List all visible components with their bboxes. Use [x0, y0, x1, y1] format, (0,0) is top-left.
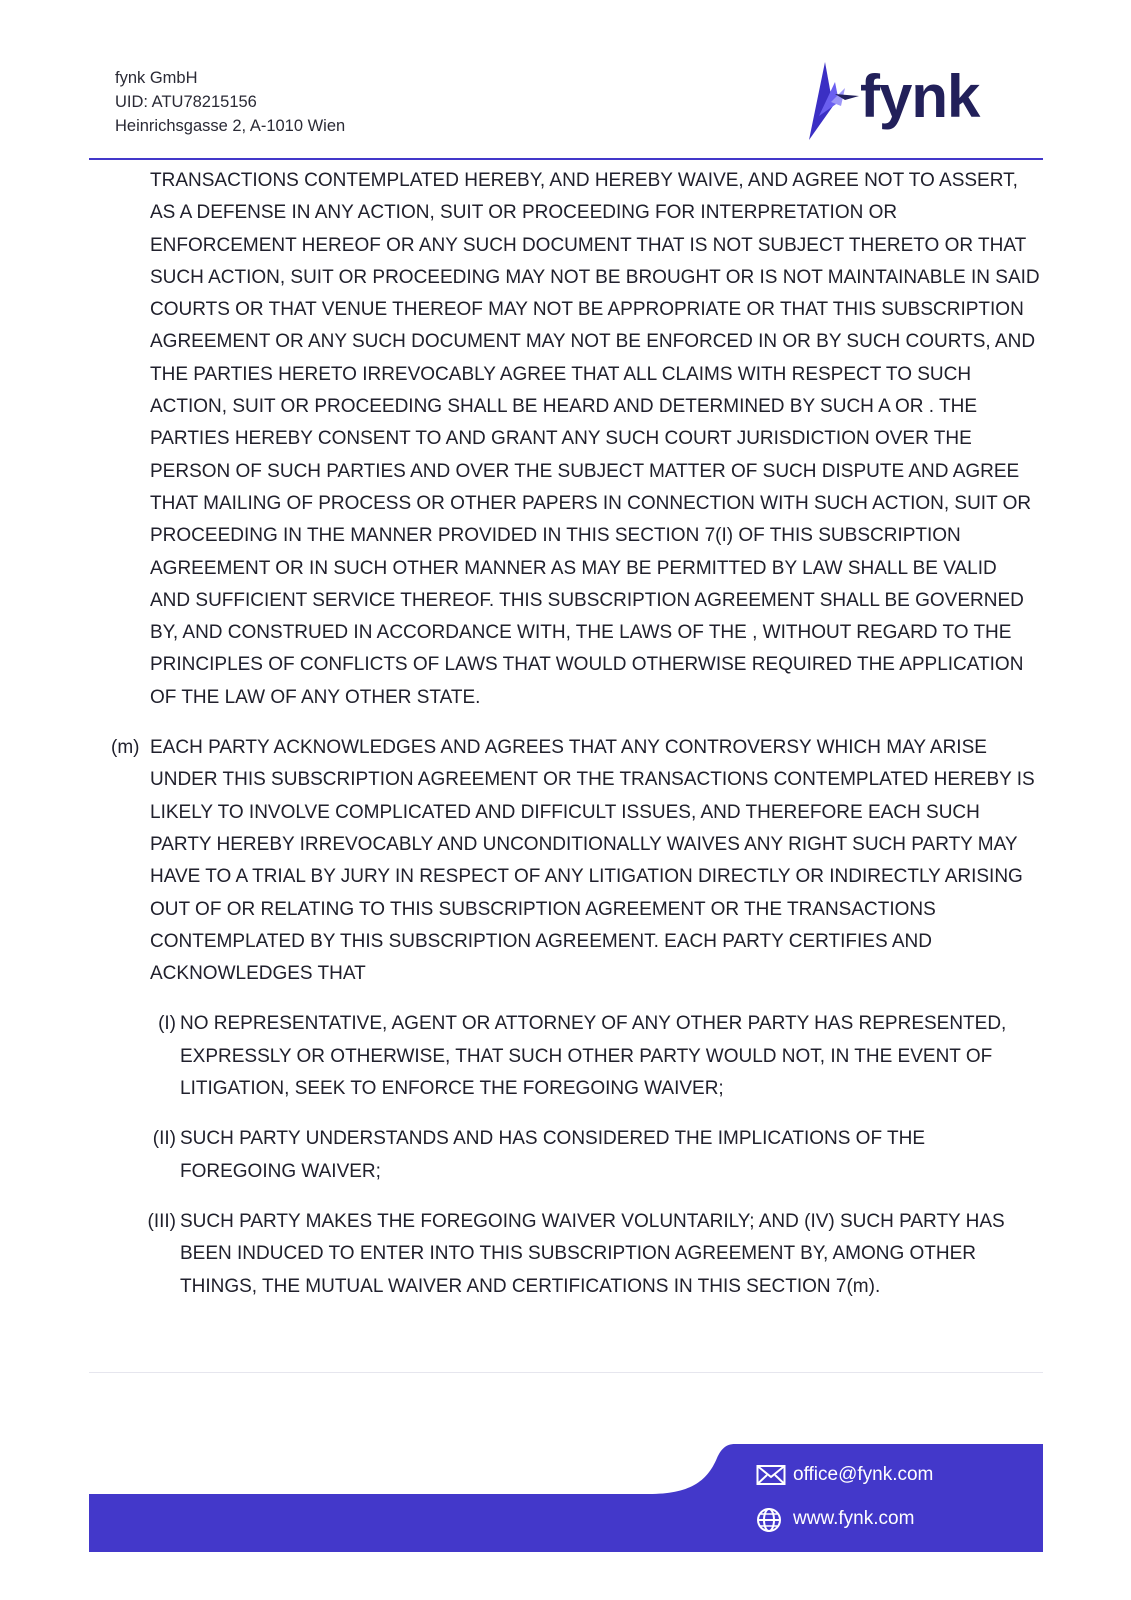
company-uid: UID: ATU78215156	[115, 93, 257, 111]
fynk-bird-logo-icon	[805, 60, 865, 142]
sub-clause-text: SUCH PARTY MAKES THE FOREGOING WAIVER VOLUNTARILY; AND (IV) SUCH PARTY HAS BEEN INDUCED TO ENTER INTO THIS SUBSCRIPTION AGREEMENT BY, AMONG OTHER THINGS, THE MUTUAL WAIVER AND CERTIFICATIONS IN THIS SECTION 7(m).	[180, 1210, 1005, 1297]
clause-m	[0, 732, 1131, 990]
fynk-logo	[805, 60, 1005, 142]
sub-clause-ii	[0, 1123, 1131, 1188]
continued-paragraph: TRANSACTIONS CONTEMPLATED HEREBY, AND HEREBY WAIVE, AND AGREE NOT TO ASSERT, AS A DEFENSE IN ANY ACTION, SUIT OR PROCEEDING FOR INTERPRETATION OR ENFORCEMENT HEREOF OR ANY SUCH DOCUMENT THAT IS NOT SUBJECT THERETO OR THAT SUCH ACTION, SUIT OR PROCEEDING MAY NOT BE BROUGHT OR IS NOT MAINTAINABLE IN SAID COURTS OR THAT VENUE THEREOF MAY NOT BE APPROPRIATE OR THAT THIS SUBSCRIPTION AGREEMENT OR ANY SUCH DOCUMENT MAY NOT BE ENFORCED IN OR BY SUCH COURTS, AND THE PARTIES HERETO IRREVOCABLY AGREE THAT ALL CLAIMS WITH RESPECT TO SUCH ACTION, SUIT OR PROCEEDING SHALL BE HEARD AND DETERMINED BY SUCH A OR . THE PARTIES HEREBY CONSENT TO AND GRANT ANY SUCH COURT JURISDICTION OVER THE PERSON OF SUCH PARTIES AND OVER THE SUBJECT MATTER OF SUCH DISPUTE AND AGREE THAT MAILING OF PROCESS OR OTHER PAPERS IN CONNECTION WITH SUCH ACTION, SUIT OR PROCEEDING IN THE MANNER PROVIDED IN THIS SECTION 7(I) OF THIS SUBSCRIPTION AGREEMENT OR IN SUCH OTHER MANNER AS MAY BE PERMITTED BY LAW SHALL BE VALID AND SUFFICIENT SERVICE THEREOF. THIS SUBSCRIPTION AGREEMENT SHALL BE GOVERNED BY, AND CONSTRUED IN ACCORDANCE WITH, THE LAWS OF THE , WITHOUT REGARD TO THE PRINCIPLES OF CONFLICTS OF LAWS THAT WOULD OTHERWISE REQUIRED THE APPLICATION OF THE LAW OF ANY OTHER STATE.	[150, 170, 1040, 708]
company-info	[115, 66, 345, 138]
clause-marker: (m)	[111, 737, 140, 759]
sub-clause-text: SUCH PARTY UNDERSTANDS AND HAS CONSIDERED THE IMPLICATIONS OF THE FOREGOING WAIVER;	[180, 1128, 925, 1182]
company-address: Heinrichsgasse 2, A-1010 Wien	[115, 117, 346, 135]
envelope-icon	[756, 1463, 786, 1487]
footer-divider	[89, 1372, 1043, 1373]
company-name: fynk GmbH	[115, 69, 198, 87]
sub-clause-i	[0, 1008, 1131, 1105]
sub-clause-marker: (I)	[158, 1013, 176, 1035]
footer-band	[89, 1444, 1043, 1552]
sub-clause-text: NO REPRESENTATIVE, AGENT OR ATTORNEY OF ANY OTHER PARTY HAS REPRESENTED, EXPRESSLY OR OTHERWISE, THAT SUCH OTHER PARTY WOULD NOT, IN THE EVENT OF LITIGATION, SEEK TO ENFORCE THE FOREGOING WAIVER;	[180, 1013, 1007, 1100]
globe-icon	[756, 1507, 784, 1533]
clause-text: EACH PARTY ACKNOWLEDGES AND AGREES THAT ANY CONTROVERSY WHICH MAY ARISE UNDER THIS SUBSCRIPTION AGREEMENT OR THE TRANSACTIONS CONTEMPLATED HEREBY IS LIKELY TO INVOLVE COMPLICATED AND DIFFICULT ISSUES, AND THEREFORE EACH SUCH PARTY HEREBY IRREVOCABLY AND UNCONDITIONALLY WAIVES ANY RIGHT SUCH PARTY MAY HAVE TO A TRIAL BY JURY IN RESPECT OF ANY LITIGATION DIRECTLY OR INDIRECTLY ARISING OUT OF OR RELATING TO THIS SUBSCRIPTION AGREEMENT OR THE TRANSACTIONS CONTEMPLATED BY THIS SUBSCRIPTION AGREEMENT. EACH PARTY CERTIFIES AND ACKNOWLEDGES THAT	[150, 737, 1035, 985]
sub-clause-marker: (II)	[152, 1128, 176, 1150]
logo-wordmark: fynk	[860, 63, 980, 130]
header-divider	[89, 158, 1043, 160]
document-body	[0, 165, 1131, 1303]
sub-clause-iii	[0, 1206, 1131, 1303]
website-link[interactable]: www.fynk.com	[793, 1508, 915, 1529]
email-link[interactable]: office@fynk.com	[793, 1464, 934, 1485]
sub-clause-marker: (III)	[147, 1210, 176, 1232]
